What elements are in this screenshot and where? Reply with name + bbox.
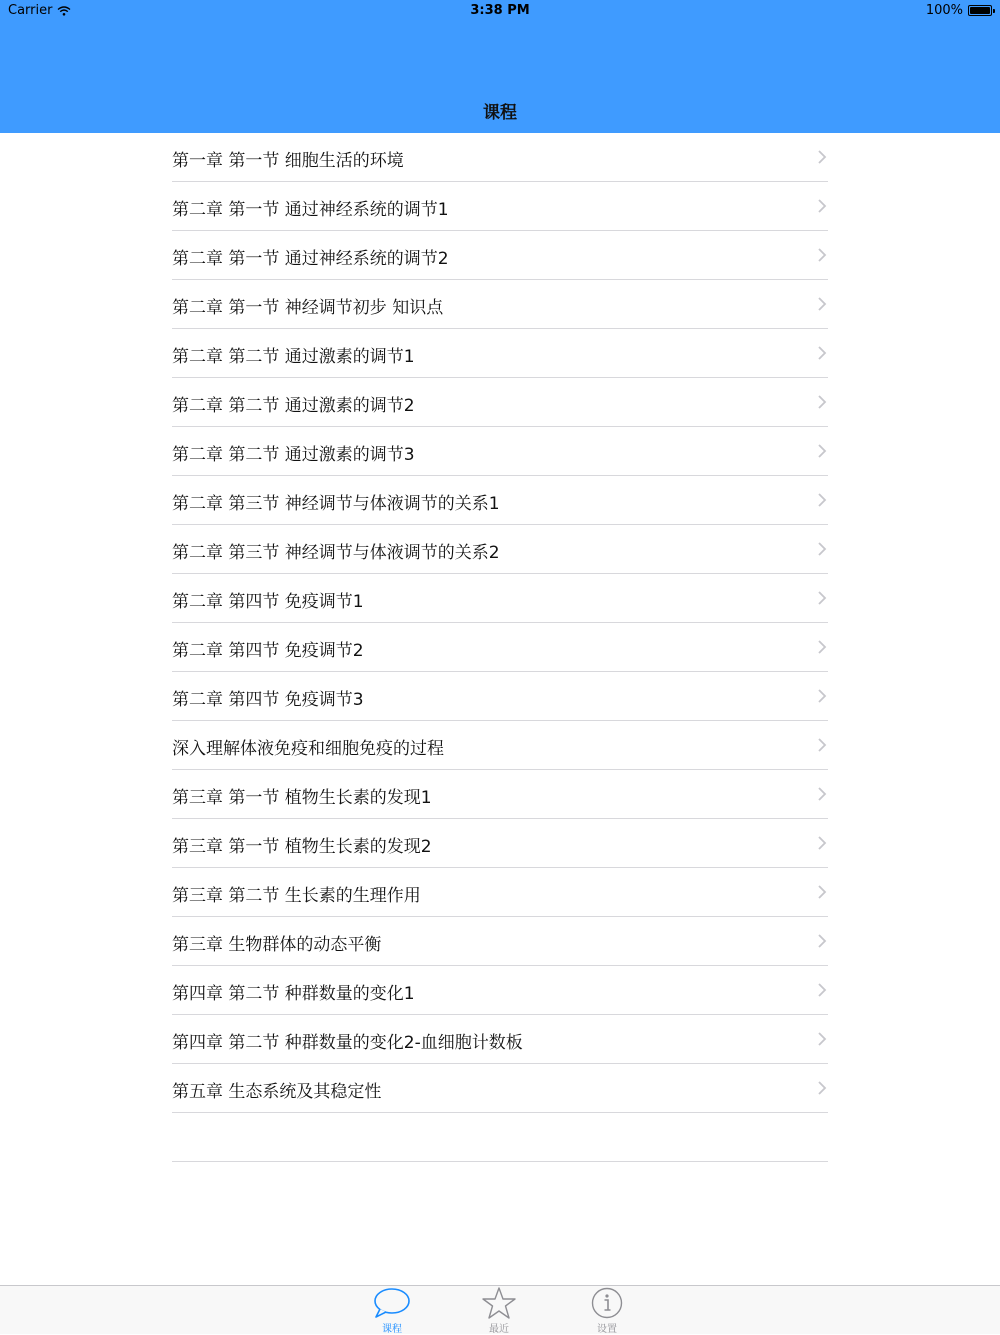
lesson-row[interactable]: [172, 917, 828, 966]
status-time: 3:38 PM: [470, 3, 530, 18]
lesson-row[interactable]: [172, 1064, 828, 1113]
lesson-row[interactable]: [172, 280, 828, 329]
star-icon: [482, 1287, 516, 1319]
carrier-label: Carrier: [8, 3, 53, 18]
lesson-title: 第三章 第一节 植物生长素的发现2: [172, 837, 432, 857]
battery-icon: [968, 5, 992, 16]
tab-label: 最近: [489, 1324, 509, 1335]
lesson-title: 第一章 第一节 细胞生活的环境: [172, 151, 404, 171]
lesson-row[interactable]: [172, 231, 828, 280]
lesson-title: 第二章 第一节 通过神经系统的调节2: [172, 249, 449, 269]
lesson-row[interactable]: [172, 525, 828, 574]
tab-recent[interactable]: [464, 1286, 534, 1335]
lesson-title: 第二章 第三节 神经调节与体液调节的关系2: [172, 543, 500, 563]
chevron-right-icon: [816, 736, 828, 754]
lesson-title: 第二章 第四节 免疫调节2: [172, 641, 364, 661]
tab-settings[interactable]: [572, 1286, 642, 1335]
lesson-row[interactable]: [172, 672, 828, 721]
lesson-title: 第二章 第二节 通过激素的调节3: [172, 445, 415, 465]
lesson-row[interactable]: [172, 721, 828, 770]
lesson-title: 第二章 第一节 神经调节初步 知识点: [172, 298, 444, 318]
chevron-right-icon: [816, 687, 828, 705]
lesson-row[interactable]: [172, 623, 828, 672]
chevron-right-icon: [816, 1079, 828, 1097]
tab-label: 课程: [382, 1324, 402, 1335]
chevron-right-icon: [816, 295, 828, 313]
chevron-right-icon: [816, 932, 828, 950]
status-right: [926, 3, 992, 18]
chevron-right-icon: [816, 246, 828, 264]
lesson-row[interactable]: [172, 574, 828, 623]
lesson-title: 第三章 生物群体的动态平衡: [172, 935, 382, 955]
navigation-bar: [0, 22, 1000, 133]
empty-row: [172, 1113, 828, 1162]
chevron-right-icon: [816, 1030, 828, 1048]
chevron-right-icon: [816, 442, 828, 460]
page-title: 课程: [483, 103, 517, 123]
info-icon: [590, 1287, 624, 1319]
lesson-title: 第三章 第二节 生长素的生理作用: [172, 886, 421, 906]
chevron-right-icon: [816, 834, 828, 852]
chevron-right-icon: [816, 785, 828, 803]
lesson-row[interactable]: [172, 133, 828, 182]
tab-label: 设置: [597, 1324, 617, 1335]
lesson-title: 第三章 第一节 植物生长素的发现1: [172, 788, 432, 808]
lesson-row[interactable]: [172, 868, 828, 917]
battery-percent: 100%: [925, 3, 963, 18]
lesson-row[interactable]: [172, 770, 828, 819]
lesson-title: 第二章 第四节 免疫调节3: [172, 690, 364, 710]
lesson-title: 第二章 第二节 通过激素的调节1: [172, 347, 415, 367]
lesson-row[interactable]: [172, 182, 828, 231]
lesson-row[interactable]: [172, 329, 828, 378]
chevron-right-icon: [816, 883, 828, 901]
lesson-row[interactable]: [172, 819, 828, 868]
tab-courses[interactable]: [357, 1286, 427, 1335]
lesson-title: 第二章 第一节 通过神经系统的调节1: [172, 200, 449, 220]
lesson-row[interactable]: [172, 966, 828, 1015]
lesson-list: [172, 133, 828, 1162]
lesson-title: 第四章 第二节 种群数量的变化1: [172, 984, 415, 1004]
chat-bubble-icon: [373, 1287, 411, 1319]
lesson-row[interactable]: [172, 427, 828, 476]
chevron-right-icon: [816, 491, 828, 509]
chevron-right-icon: [816, 197, 828, 215]
chevron-right-icon: [816, 393, 828, 411]
lesson-title: 深入理解体液免疫和细胞免疫的过程: [172, 739, 444, 759]
lesson-title: 第四章 第二节 种群数量的变化2-血细胞计数板: [172, 1033, 523, 1053]
chevron-right-icon: [816, 589, 828, 607]
chevron-right-icon: [816, 638, 828, 656]
lesson-title: 第二章 第二节 通过激素的调节2: [172, 396, 415, 416]
lesson-title: 第二章 第四节 免疫调节1: [172, 592, 364, 612]
lesson-title: 第二章 第三节 神经调节与体液调节的关系1: [172, 494, 500, 514]
chevron-right-icon: [816, 981, 828, 999]
chevron-right-icon: [816, 148, 828, 166]
lesson-title: 第五章 生态系统及其稳定性: [172, 1082, 382, 1102]
chevron-right-icon: [816, 344, 828, 362]
lesson-row[interactable]: [172, 476, 828, 525]
status-bar: [0, 0, 1000, 22]
lesson-row[interactable]: [172, 1015, 828, 1064]
lesson-row[interactable]: [172, 378, 828, 427]
chevron-right-icon: [816, 540, 828, 558]
tab-bar: [0, 1285, 1000, 1334]
